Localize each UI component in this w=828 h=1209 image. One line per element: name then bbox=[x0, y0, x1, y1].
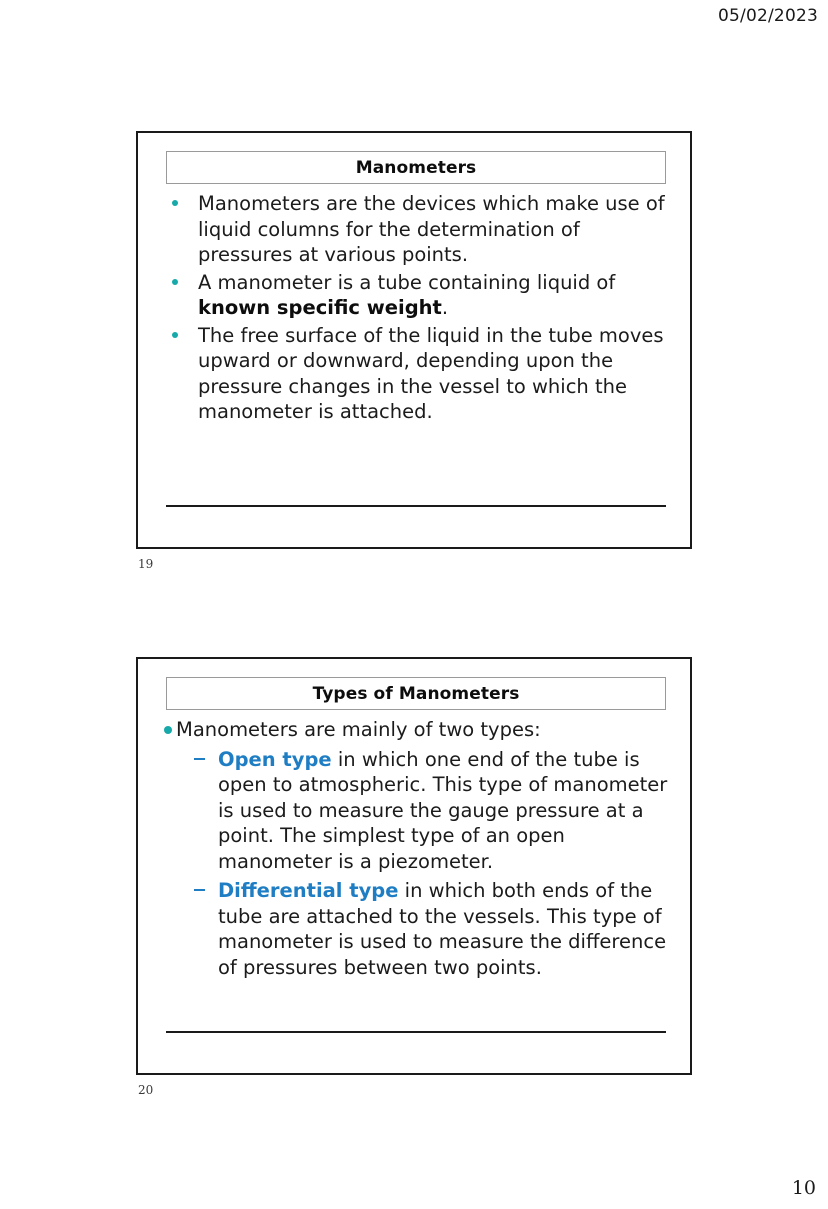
bullet-dot-icon bbox=[172, 279, 178, 285]
slide-title-box bbox=[166, 677, 666, 710]
bullet-item bbox=[164, 191, 668, 268]
lead-bullet-item bbox=[164, 717, 668, 743]
slide-title: Manometers bbox=[355, 157, 477, 178]
slide-frame-19 bbox=[136, 131, 692, 549]
bullet-item bbox=[164, 270, 668, 321]
bullet-list bbox=[164, 191, 668, 425]
slide-body bbox=[164, 717, 668, 984]
bullet-text: The free surface of the liquid in the tube moves upward or downward, depending upon the pressure changes in the vessel to which the manometer is attached. bbox=[198, 323, 664, 423]
sub-bullet-text: Open type in which one end of the tube is open to atmospheric. This type of manometer is used to measure the gauge pressure at a point. The simplest type of an open manometer is a piezometer. bbox=[218, 747, 668, 873]
bullet-dot-icon bbox=[172, 332, 178, 338]
bullet-text: A manometer is a tube containing liquid of known specific weight. bbox=[198, 270, 616, 319]
slide-bottom-rule bbox=[166, 1031, 666, 1033]
slide-frame-20 bbox=[136, 657, 692, 1075]
bullet-text: Manometers are the devices which make use of liquid columns for the determination of pressures at various points. bbox=[198, 192, 665, 266]
page-date: 05/02/2023 bbox=[718, 6, 818, 26]
dash-marker-icon bbox=[194, 758, 205, 760]
bullet-item bbox=[164, 323, 668, 425]
slide-body bbox=[164, 191, 668, 427]
slide-bottom-rule bbox=[166, 505, 666, 507]
slide-number: 20 bbox=[138, 1083, 154, 1097]
lead-bullet-text: Manometers are mainly of two types: bbox=[176, 718, 541, 741]
sub-bullet-item bbox=[194, 878, 668, 980]
slide-title: Types of Manometers bbox=[312, 683, 520, 704]
bullet-dot-icon bbox=[172, 200, 178, 206]
dash-marker-icon bbox=[194, 889, 205, 891]
sub-bullet-item bbox=[194, 747, 668, 875]
page-number: 10 bbox=[791, 1177, 816, 1199]
bullet-dot-icon bbox=[164, 726, 172, 734]
slide-number: 19 bbox=[138, 557, 154, 571]
sub-bullet-list bbox=[164, 747, 668, 981]
sub-bullet-text: Differential type in which both ends of the tube are attached to the vessels. This type of manometer is used to measure the difference of pressures between two points. bbox=[218, 879, 667, 979]
slide-title-box bbox=[166, 151, 666, 184]
